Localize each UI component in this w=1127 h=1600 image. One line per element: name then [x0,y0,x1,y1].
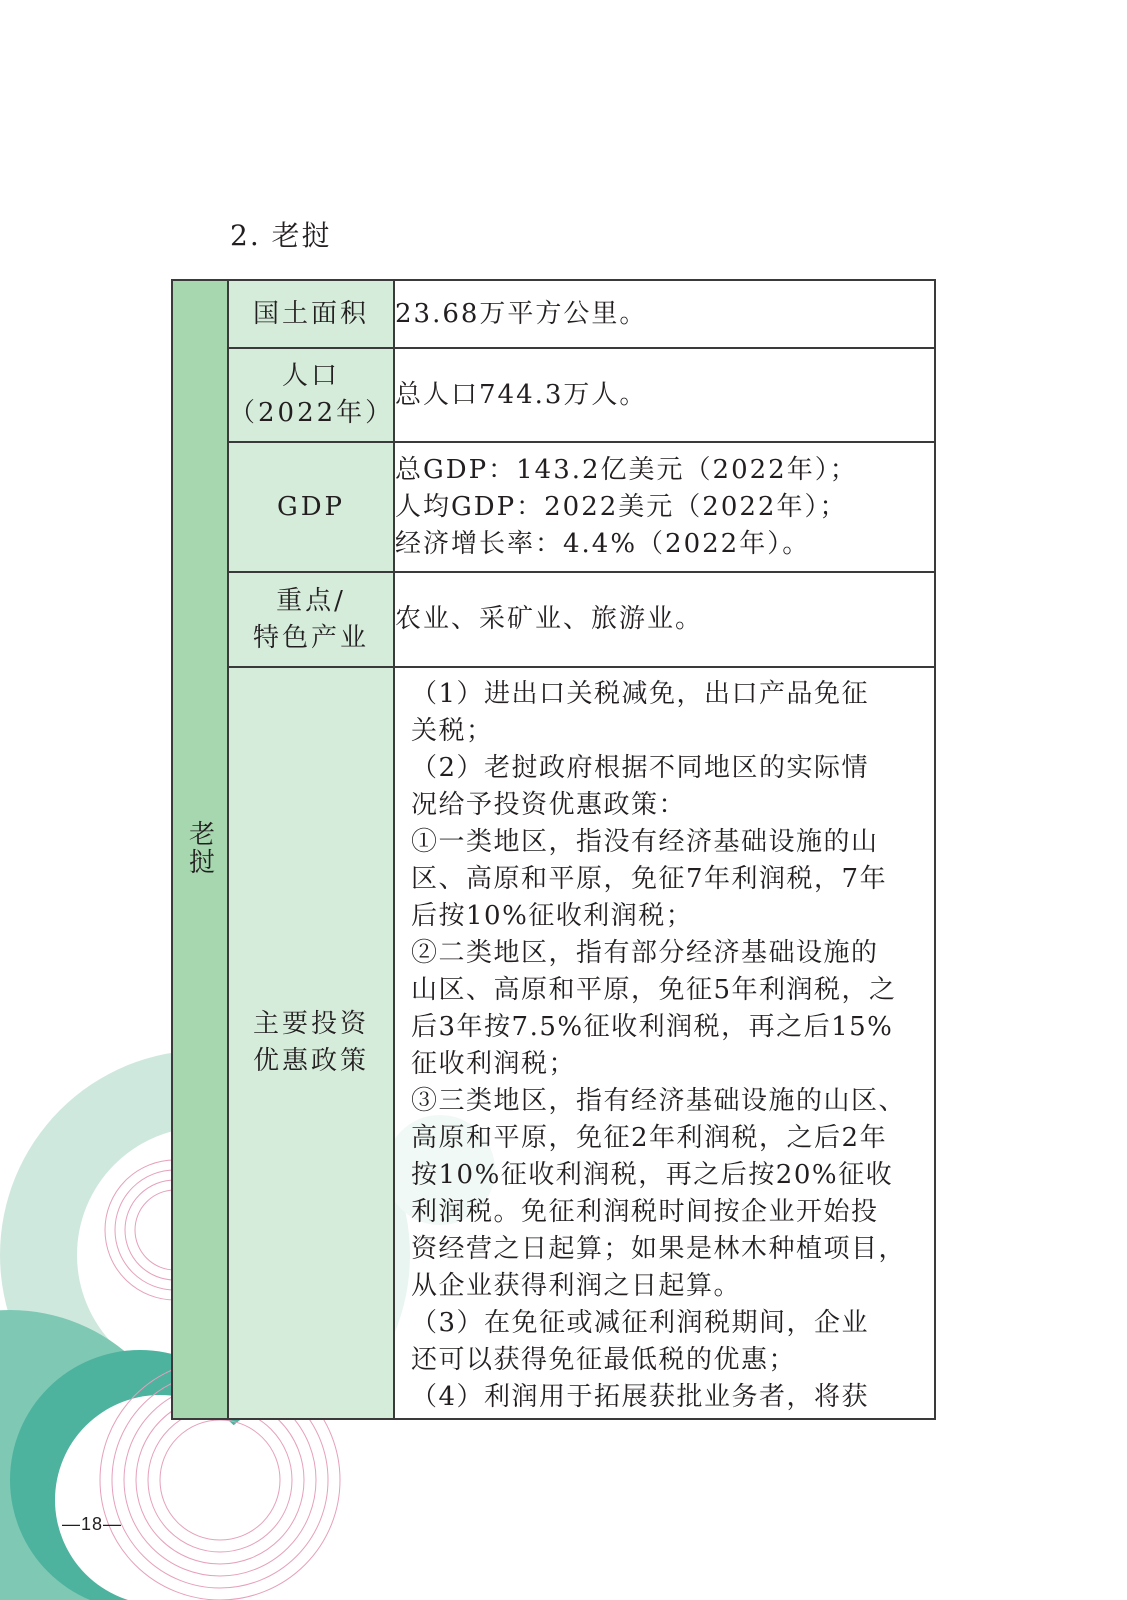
value-line: （2）老挝政府根据不同地区的实际情 [411,753,870,783]
value-line: （4）利润用于拓展获批业务者，将获 [411,1382,870,1412]
value-line: 况给予投资优惠政策： [411,790,687,820]
value-line: ①一类地区，指没有经济基础设施的山 [411,827,879,857]
label-line: 主要投资 [252,1009,369,1039]
value-line: 资经营之日起算；如果是林木种植项目， [411,1234,907,1264]
row-label [228,442,394,572]
label-line: 特色产业 [252,622,369,653]
row-value [394,348,935,442]
value-line: ③三类地区，指有经济基础设施的山区、 [411,1086,907,1116]
section-heading: 2. 老挝 [230,219,332,252]
value-line: 山区、高原和平原，免征5年利润税，之 [411,975,897,1005]
row-label [228,667,394,1419]
row-label [228,348,394,442]
label-line: 优惠政策 [252,1046,369,1076]
table-row [172,572,935,667]
table-row [172,442,935,572]
country-name: 老挝 [184,819,215,876]
label-line: GDP [276,491,346,522]
value-line: 高原和平原，免征2年利润税，之后2年 [411,1123,888,1153]
country-info-table [171,279,936,1420]
value-line: 利润税。免征利润税时间按企业开始投 [411,1197,879,1227]
value-line: （3）在免征或减征利润税期间，企业 [411,1308,870,1338]
value-line: 关税； [411,716,494,746]
row-value [394,442,935,572]
value-line: 后3年按7.5%征收利润税，再之后15% [411,1012,894,1042]
table-row [172,280,935,348]
value-line: 征收利润税； [411,1049,577,1079]
value-line: 区、高原和平原，免征7年利润税，7年 [411,864,888,894]
value-line: （1）进出口关税减免，出口产品免征 [411,679,870,709]
value-line: 后按10%征收利润税； [411,901,694,931]
value-line: 经济增长率：4.4%（2022年）。 [395,528,811,559]
row-value [394,280,935,348]
label-line: 重点/ [276,585,346,616]
label-line: 人口 [281,361,340,391]
value-line: 农业、采矿业、旅游业。 [395,604,704,634]
value-line: 总GDP：143.2亿美元（2022年）； [395,454,858,485]
label-line: （2022年） [229,398,395,428]
page-number: —18— [62,1514,123,1534]
label-line: 国土面积 [252,298,369,329]
value-line: 人均GDP：2022美元（2022年）； [395,491,848,522]
table-row [172,667,935,1419]
value-line: 还可以获得免征最低税的优惠； [411,1345,797,1375]
value-line: 从企业获得利润之日起算。 [411,1271,742,1301]
table-row [172,348,935,442]
row-label [228,280,394,348]
country-name-cell [172,280,228,1419]
value-line: 按10%征收利润税，再之后按20%征收 [411,1160,894,1190]
row-value [394,572,935,667]
policy-text [394,667,935,1419]
value-line: 总人口744.3万人。 [395,379,648,410]
value-line: 23.68万平方公里。 [395,298,648,329]
value-line: ②二类地区，指有部分经济基础设施的 [411,938,879,968]
row-label [228,572,394,667]
